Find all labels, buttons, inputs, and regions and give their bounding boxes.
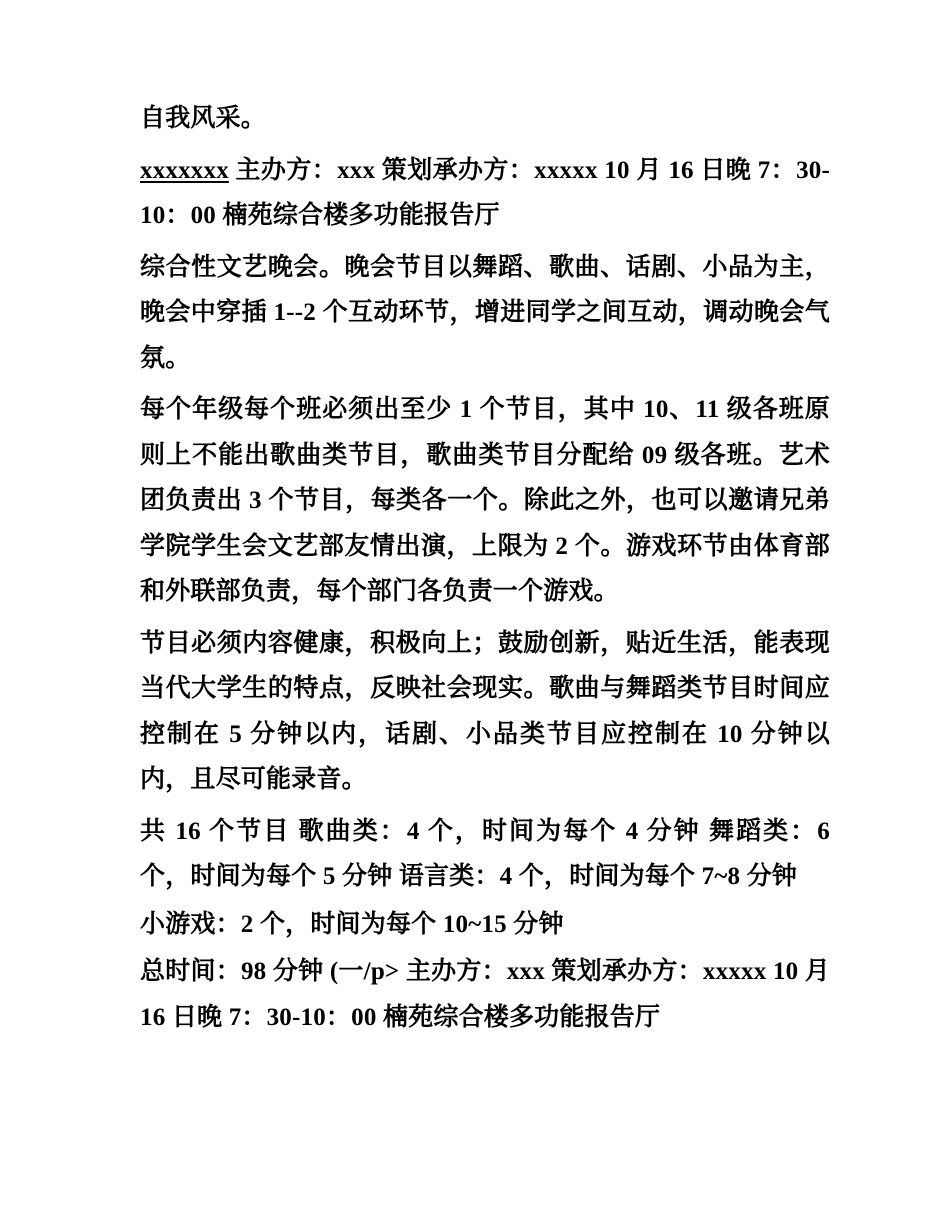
paragraph-party-overview [140,245,830,382]
paragraph-content-standards [140,621,830,803]
document-body [140,96,830,1040]
paragraph-self-style [140,96,830,142]
paragraph-text: 小游戏：2 个，时间为每个 10~15 分钟 [140,910,564,938]
paragraph-text: 综合性文艺晚会。晚会节目以舞蹈、歌曲、话剧、小品为主，晚会中穿插 1--2 个互动环节，增进同学之间互动，调动晚会气氛。 [140,253,830,372]
paragraph-program-count [140,809,830,900]
paragraph-organizer-info [140,148,830,239]
paragraph-text: 共 16 个节目 歌曲类：4 个，时间为每个 4 分钟 舞蹈类：6 个，时间为每个 5 分钟 语言类：4 个，时间为每个 7~8 分钟 [140,817,830,890]
paragraph-text: 节目必须内容健康，积极向上；鼓励创新，贴近生活，能表现当代大学生的特点，反映社会现实。歌曲与舞蹈类节目时间应控制在 5 分钟以内，话剧、小品类节目应控制在 10 分钟以内，且尽可能录音。 [140,629,830,793]
paragraph-text: 主办方：xxx 策划承办方：xxxxx 10 月 16 日晚 7：30-10：00 楠苑综合楼多功能报告厅 [140,156,830,229]
paragraph-program-requirements [140,387,830,615]
paragraph-mini-games [140,902,830,948]
paragraph-total-time [140,949,830,1040]
paragraph-text: 总时间：98 分钟 (一/p> 主办方：xxx 策划承办方：xxxxx 10 月 16 日晚 7：30-10：00 楠苑综合楼多功能报告厅 [140,958,830,1031]
paragraph-text: 每个年级每个班必须出至少 1 个节目，其中 10、11 级各班原则上不能出歌曲类节目，歌曲类节目分配给 09 级各班。艺术团负责出 3 个节目，每类各一个。除此之外，也可以邀请兄弟学院学生会文艺部友情出演，上限为 2 个。游戏环节由体育部和外联部负责，每个部门各负责一个游戏。 [140,396,830,605]
underlined-placeholder: xxxxxxx [140,156,229,184]
paragraph-text: 自我风采。 [140,105,267,132]
